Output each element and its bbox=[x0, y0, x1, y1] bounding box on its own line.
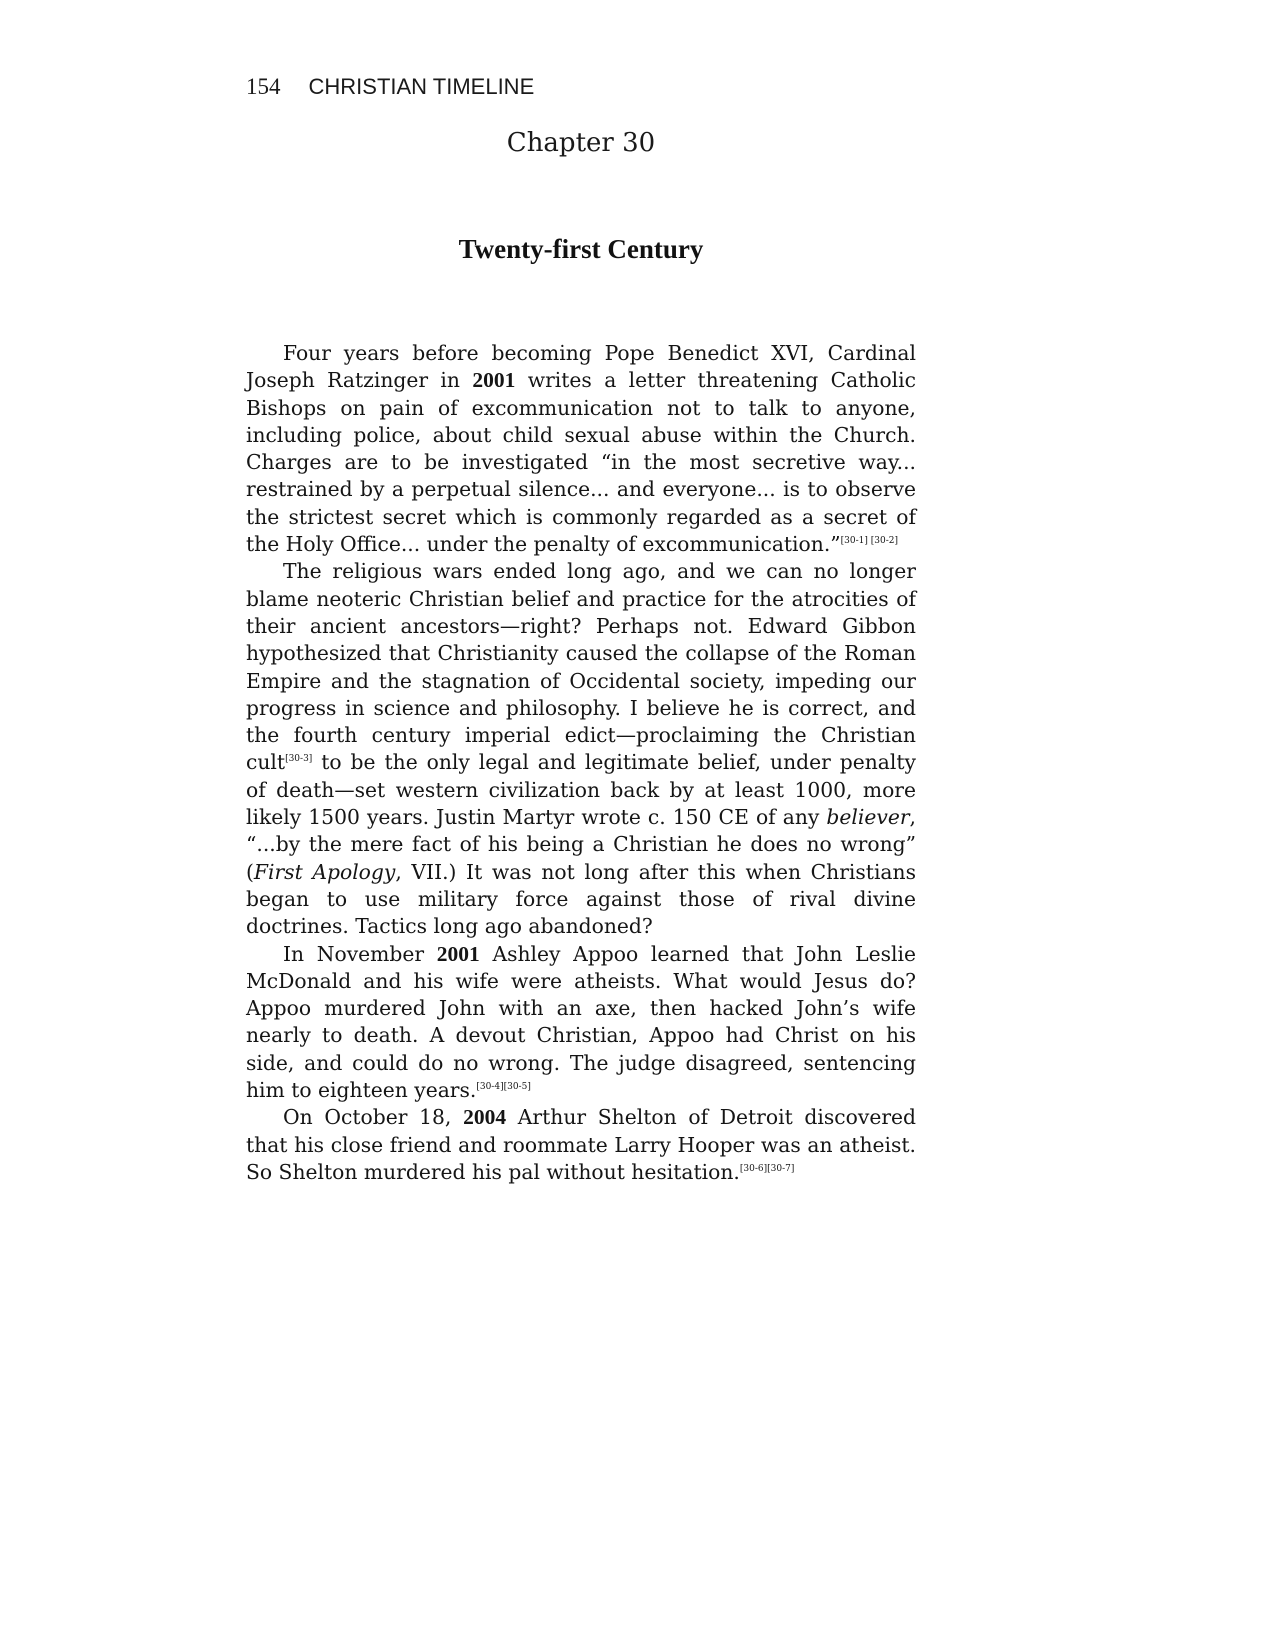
page-number: 154 bbox=[246, 74, 281, 99]
paragraph-text: In November bbox=[283, 941, 437, 966]
paragraph-text: to be the only legal and legitimate belief, under penalty of death—set western civilization back by at least 1000, more likely 1500 years. Justin Martyr wrote c. 150 CE of any bbox=[246, 750, 916, 830]
year-highlight: 2001 bbox=[436, 941, 480, 966]
chapter-label: Chapter 30 bbox=[506, 128, 656, 158]
body-text bbox=[246, 340, 916, 1186]
paragraph-4 bbox=[246, 1104, 916, 1186]
chapter-title: Twenty-first Century bbox=[458, 234, 704, 264]
year-highlight: 2004 bbox=[463, 1105, 507, 1130]
footnote-ref[interactable]: [30-1] [30-2] bbox=[840, 536, 898, 547]
paragraph-text: , VII.) It was not long after this when Christians began to use military force against those of rival divine doctrines. Tactics long ago abandoned? bbox=[246, 859, 916, 939]
footnote-ref[interactable]: [30-6][30-7] bbox=[739, 1163, 795, 1174]
paragraph-1 bbox=[246, 340, 916, 558]
year-highlight: 2001 bbox=[472, 368, 516, 393]
italic-term: believer bbox=[826, 805, 910, 830]
italic-work-title: First Apology bbox=[253, 859, 396, 884]
running-head bbox=[246, 74, 534, 100]
footnote-ref[interactable]: [30-4][30-5] bbox=[476, 1082, 531, 1093]
paragraph-3 bbox=[246, 941, 916, 1105]
paragraph-text: The religious wars ended long ago, and we can no longer blame neoteric Christian belief and practice for the atrocities of their ancient ancestors—right? Perhaps not. Edward Gibbon hypothesized that Christianity caused the collapse of the Roman Empire and the stagnation of Occidental society, impeding our progress in science and philosophy. I believe he is correct, and the fourth century imperial edict—proclaiming the Christian cult bbox=[246, 559, 916, 775]
running-title: CHRISTIAN TIMELINE bbox=[308, 74, 535, 99]
paragraph-text: Four years before becoming Pope Benedict XVI, Cardinal Joseph Ratzinger in bbox=[246, 341, 916, 393]
paragraph-2 bbox=[246, 558, 916, 940]
paragraph-text: writes a letter threatening Catholic Bishops on pain of excommunication not to talk to anyone, including police, about child sexual abuse within the Church. Charges are to be investigated “in the most secretive way... restrained by a perpetual silence... and everyone... is to observe the strictest secret which is commonly regarded as a secret of the Holy Office... under the penalty of excommunication.” bbox=[246, 368, 917, 557]
paragraph-text: On October 18, bbox=[283, 1105, 464, 1130]
footnote-ref[interactable]: [30-3] bbox=[285, 754, 313, 765]
paragraph-text: , “...by the mere fact of his being a Christian he does no wrong” ( bbox=[246, 805, 916, 884]
paragraph-text: Arthur Shelton of Detroit discovered that his close friend and roommate Larry Hooper was an atheist. So Shelton murdered his pal without hesitation. bbox=[246, 1105, 917, 1184]
paragraph-text: Ashley Appoo learned that John Leslie McDonald and his wife were atheists. What would Jesus do? Appoo murdered John with an axe, then hacked John’s wife nearly to death. A devout Christian, Appoo had Christ on his side, and could do no wrong. The judge disagreed, sentencing him to eighteen years. bbox=[246, 941, 917, 1103]
